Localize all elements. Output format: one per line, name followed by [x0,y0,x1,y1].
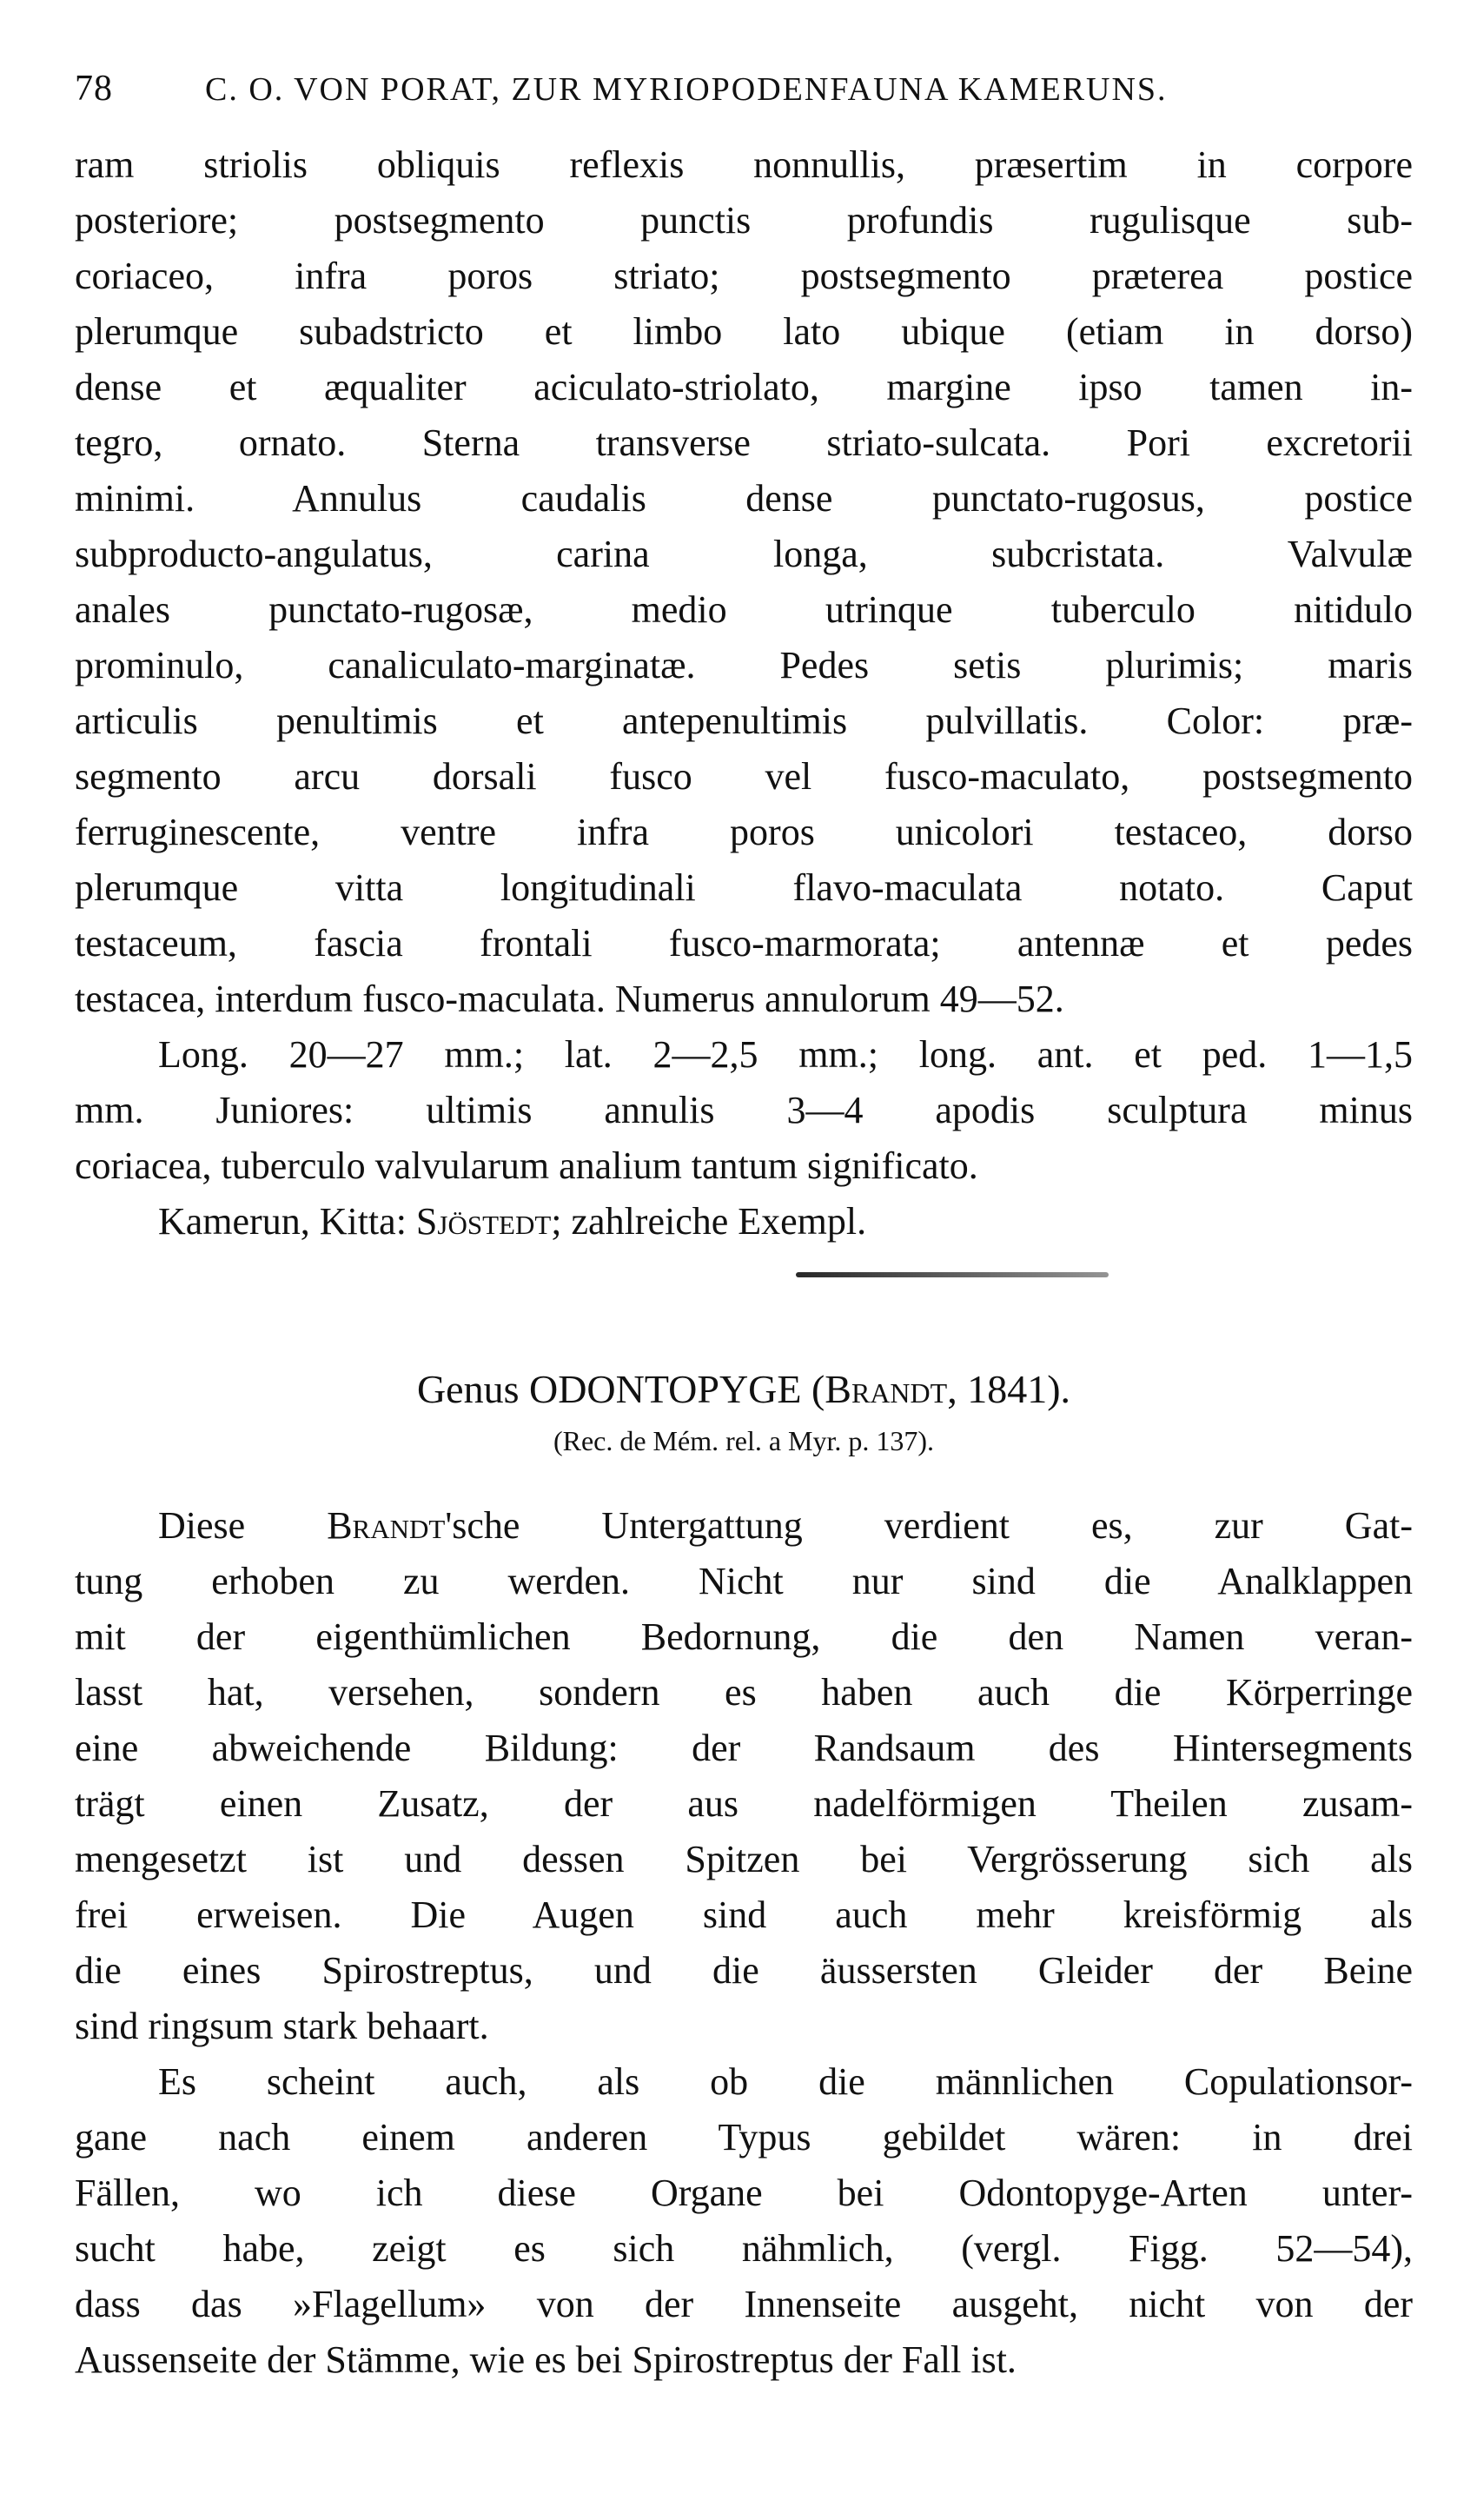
text-line: testacea, interdum fusco-maculata. Numerus annulorum 49—52. [75,978,1064,1020]
text-line: trägt einen Zusatz, der aus nadelförmigen Theilen zusam- [75,1782,1413,1825]
genus-heading: Genus ODONTOPYGE (Brandt, 1841). [416,1367,1071,1411]
text-line: subproducto-angulatus, carina longa, subcristata. Valvulæ [75,533,1413,575]
text-line: minimi. Annulus caudalis dense punctato-rugosus, postice [75,477,1413,520]
text-line: Long. 20—27 mm.; lat. 2—2,5 mm.; long. ant. et ped. 1—1,5 [158,1033,1413,1076]
text-line: plerumque subadstricto et limbo lato ubique (etiam in dorso) [75,310,1413,353]
text-line: posteriore; postsegmento punctis profundis rugulisque sub- [75,199,1413,242]
text-line: Fällen, wo ich diese Organe bei Odontopyge-Arten unter- [75,2172,1413,2214]
text-line: testaceum, fascia frontali fusco-marmorata; antennæ et pedes [75,922,1413,965]
text-line: tegro, ornato. Sterna transverse striato-sulcata. Pori excretorii [75,421,1413,464]
text-line: dense et æqualiter aciculato-striolato, margine ipso tamen in- [75,366,1413,408]
paragraph-2 [75,2054,1413,2388]
running-title: C. O. VON PORAT, ZUR MYRIOPODENFAUNA KAMERUNS. [205,71,1168,108]
text-line: articulis penultimis et antepenultimis pulvillatis. Color: præ- [75,700,1413,742]
genus-reference: (Rec. de Mém. rel. a Myr. p. 137). [553,1425,935,1456]
document-page [75,63,1413,2388]
paragraph-1 [75,1498,1413,2054]
text-line: ram striolis obliquis reflexis nonnullis, præsertim in corpore [75,143,1413,186]
text-line: Aussenseite der Stämme, wie es bei Spirostreptus der Fall ist. [75,2338,1017,2381]
text-line: sind ringsum stark behaart. [75,2005,489,2047]
text-line: Es scheint auch, als ob die männlichen Copulationsor- [158,2060,1413,2103]
author-name: Brandt [327,1504,446,1547]
measurements [75,1027,1413,1194]
text-line: mm. Juniores: ultimis annulis 3—4 apodis sculptura minus [75,1089,1413,1131]
text-line: die eines Spirostreptus, und die äussersten Gleider der Beine [75,1949,1413,1992]
running-head [75,63,1413,115]
text-line: Diese Brandt'sche Untergattung verdient es, zur Gat- [158,1504,1413,1547]
text-line: coriacea, tuberculo valvularum analium tantum significato. [75,1144,978,1187]
text-line: lasst hat, versehen, sondern es haben auch die Körperringe [75,1671,1413,1714]
species-description [75,137,1413,1027]
page-number: 78 [75,69,113,109]
text-line: frei erweisen. Die Augen sind auch mehr kreisförmig als [75,1893,1413,1936]
text-line: sucht habe, zeigt es sich nähmlich, (vergl. Figg. 52—54), [75,2227,1413,2270]
text-line: coriaceo, infra poros striato; postsegmento præterea postice [75,255,1413,297]
genus-author: Brandt [825,1367,948,1411]
text-line: dass das »Flagellum» von der Innenseite ausgeht, nicht von der [75,2283,1413,2325]
text-line: anales punctato-rugosæ, medio utrinque tuberculo nitidulo [75,588,1413,631]
text-line: mengesetzt ist und dessen Spitzen bei Vergrösserung sich als [75,1838,1413,1880]
text-line: prominulo, canaliculato-marginatæ. Pedes setis plurimis; maris [75,644,1413,686]
collector-name: Sjöstedt [415,1200,552,1243]
text-line: gane nach einem anderen Typus gebildet wären: in drei [75,2116,1413,2159]
text-line: tung erhoben zu werden. Nicht nur sind die Analklappen [75,1560,1413,1602]
section-divider [796,1272,1109,1277]
locality-line: Kamerun, Kitta: Sjöstedt; zahlreiche Exempl. [158,1200,867,1243]
text-line: eine abweichende Bildung: der Randsaum des Hintersegments [75,1727,1413,1769]
text-line: ferruginescente, ventre infra poros unicolori testaceo, dorso [75,811,1413,853]
text-line: plerumque vitta longitudinali flavo-maculata notato. Caput [75,866,1413,909]
text-line: segmento arcu dorsali fusco vel fusco-maculato, postsegmento [75,755,1413,798]
text-line: mit der eigenthümlichen Bedornung, die den Namen veran- [75,1615,1413,1658]
